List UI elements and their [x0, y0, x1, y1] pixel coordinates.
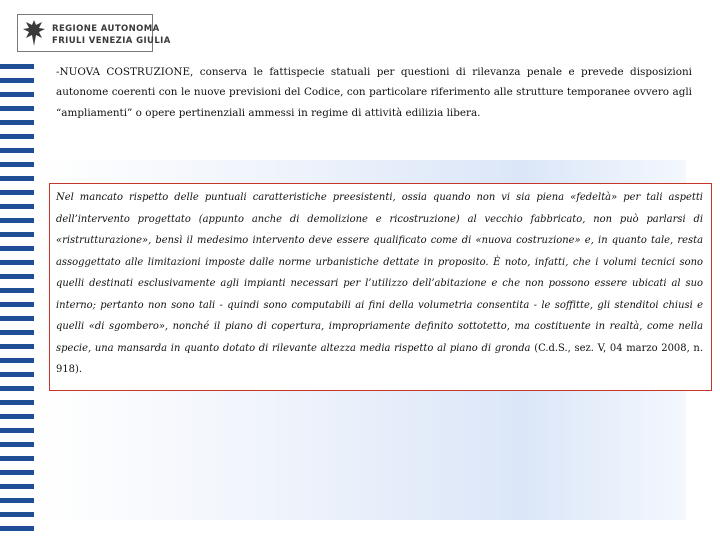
logo-text-line1: REGIONE AUTONOMA — [52, 24, 160, 34]
stripe — [0, 512, 34, 517]
quote-body — [56, 187, 703, 381]
intro-paragraph: -NUOVA COSTRUZIONE, conserva le fattispecie statuali per questioni di rilevanza penale e prevede disposizioni autonome coerenti con le nuove previsioni del Codice, con particolare riferimento alle strutture temporanee ovvero agli “ampliamenti” o opere pertinenziali ammessi in regime di attività edilizia libera. — [56, 66, 692, 119]
region-logo — [17, 14, 171, 52]
quote-text: Nel mancato rispetto delle puntuali caratteristiche preesistenti, ossia quando non vi sia piena «fedeltà» per tali aspetti dell’intervento progettato (appunto anche di demolizione e ricostruzione) al vecchio fabbricato, non può parlarsi di «ristrutturazione», bensì il medesimo intervento deve essere qualificato come di «nuova costruzione» e, in quanto tale, resta assoggettato alle limitazioni imposte dalle norme urbanistiche dettate in proposito. È noto, infatti, che i volumi tecnici sono quelli destinati esclusivamente agli impianti necessari per l’utilizzo dell’abitazione e che non possono essere ubicati al suo interno; pertanto non sono tali - quindi sono computabili ai fini della volumetria consentita - le soffitte, gli stenditoi chiusi e quelli «di sgombero», nonché il piano di copertura, impropriamente definito sottotetto, ma costituente in realtà, come nella specie, una mansarda in quanto dotato di rilevante altezza media rispetto al piano di gronda — [56, 192, 703, 354]
stripe — [0, 134, 34, 139]
stripe — [0, 106, 34, 111]
stripe — [0, 400, 34, 405]
logo-text-line2: FRIULI VENEZIA GIULIA — [52, 36, 171, 46]
quote-citation: (C.d.S., sez. V, 04 marzo 2008, n. 918). — [56, 342, 703, 375]
stripe — [0, 120, 34, 125]
stripe — [0, 316, 34, 321]
stripe — [0, 344, 34, 349]
stripe — [0, 456, 34, 461]
stripe — [0, 302, 34, 307]
stripe — [0, 232, 34, 237]
stripe — [0, 484, 34, 489]
stripe — [0, 442, 34, 447]
stripe — [0, 414, 34, 419]
stripe — [0, 526, 34, 531]
stripe — [0, 190, 34, 195]
stripe — [0, 204, 34, 209]
stripe — [0, 92, 34, 97]
eagle-emblem-icon — [22, 18, 46, 48]
stripe — [0, 372, 34, 377]
stripe — [0, 162, 34, 167]
stripe — [0, 260, 34, 265]
stripe — [0, 176, 34, 181]
stripe — [0, 288, 34, 293]
stripe — [0, 428, 34, 433]
stripe — [0, 358, 34, 363]
jurisprudence-quote-box — [49, 183, 712, 391]
stripe — [0, 386, 34, 391]
stripe — [0, 64, 34, 69]
stripe — [0, 148, 34, 153]
decorative-side-stripes — [0, 64, 34, 540]
stripe — [0, 498, 34, 503]
stripe — [0, 78, 34, 83]
stripe — [0, 330, 34, 335]
stripe — [0, 274, 34, 279]
stripe — [0, 246, 34, 251]
stripe — [0, 470, 34, 475]
stripe — [0, 218, 34, 223]
